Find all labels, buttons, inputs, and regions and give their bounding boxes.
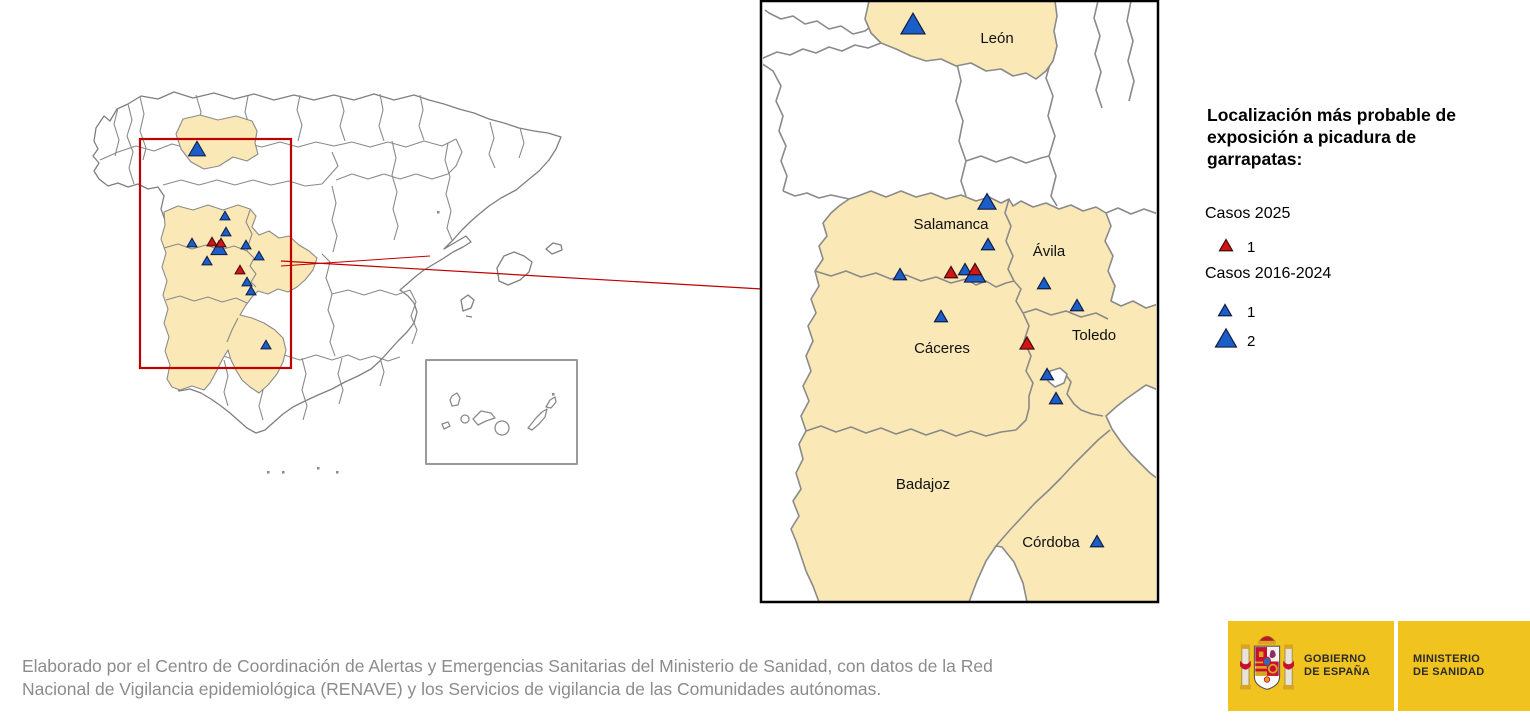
logo-gobierno-line1: GOBIERNO [1304,653,1367,665]
legend-count-2025-1: 1 [1247,239,1256,256]
case-marker-triangle [1216,329,1237,347]
case-marker-triangle [1220,239,1233,250]
province-label: Badajoz [895,476,951,493]
legend-title-line: garrapatas: [1207,149,1303,169]
legend-title-line: Localización más probable de [1207,105,1456,125]
inset-map [761,1,1158,602]
footer-attribution [22,655,1182,701]
logo-ministerio-line1: MINISTERIO [1413,653,1481,665]
province-label: Salamanca [913,216,989,233]
legend-group-2025-label: Casos 2025 [1205,205,1291,222]
balearic-islands [461,243,562,317]
logo-ministerio-line2: DE SANIDAD [1413,666,1485,678]
legend-count-prev-2: 2 [1247,333,1256,350]
government-logo [1228,621,1530,711]
footer-line: Elaborado por el Centro de Coordinación de Alertas y Emergencias Sanitarias del Ministerio de Sanidad, con datos de la Red [22,656,993,676]
province-label: Toledo [1071,327,1117,344]
case-marker-triangle [1219,304,1232,315]
province-label: Cáceres [914,340,970,357]
province-label: León [980,30,1014,47]
province-cluster-inset [791,191,1158,602]
gobierno-block [1228,621,1394,711]
province-label: Ávila [1032,243,1066,260]
province-label: Córdoba [1022,534,1080,551]
coat-of-arms-icon [1240,629,1294,703]
footer-line: Nacional de Vigilancia epidemiológica (RENAVE) y los Servicios de vigilancia de las Comunidades autónomas. [22,679,882,699]
legend-count-prev-1: 1 [1247,304,1256,321]
ministerio-block [1398,621,1530,711]
legend-group-prev-label: Casos 2016-2024 [1205,265,1332,282]
logo-gobierno-line2: DE ESPAÑA [1304,666,1371,678]
legend-title-line: exposición a picadura de [1207,127,1417,147]
legend-title [1207,104,1517,170]
canary-islands-box [426,360,577,464]
